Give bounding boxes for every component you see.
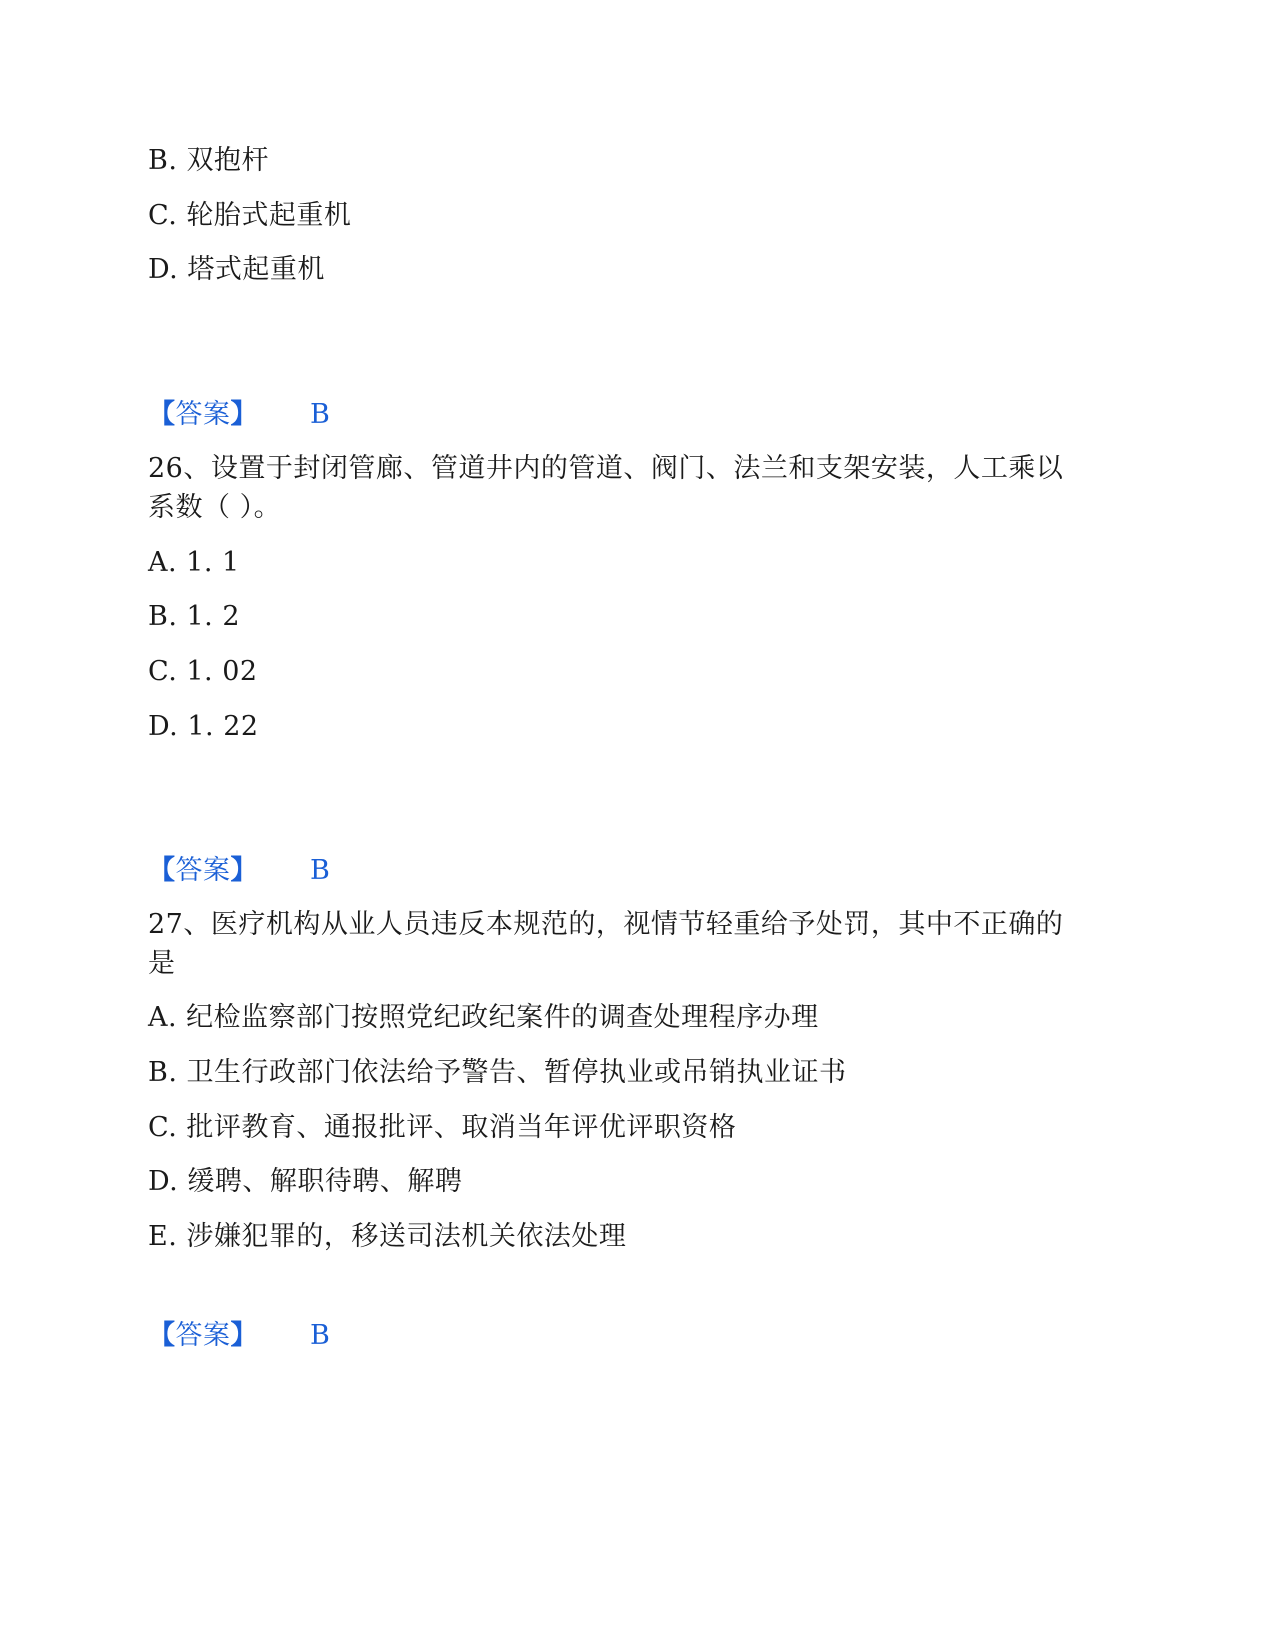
q26-option-b: B. 1. 2: [148, 601, 241, 632]
answer-label: 答案: [175, 855, 231, 886]
answer-open-bracket: 【: [148, 399, 176, 430]
q27-option-a: A. 纪检监察部门按照党纪政纪案件的调查处理程序办理: [148, 1002, 819, 1033]
q26-option-c: C. 1. 02: [148, 656, 258, 687]
q27-option-b: B. 卫生行政部门依法给予警告、暂停执业或吊销执业证书: [148, 1057, 847, 1088]
q27-answer: [148, 1318, 330, 1354]
answer-value: B: [310, 1320, 331, 1351]
answer-open-bracket: 【: [148, 855, 176, 886]
q27-option-e: E. 涉嫌犯罪的，移送司法机关依法处理: [148, 1221, 627, 1252]
answer-value: B: [310, 855, 331, 886]
answer-close-bracket: 】: [230, 1320, 258, 1351]
q27-option-d: D. 缓聘、解职待聘、解聘: [148, 1166, 463, 1197]
q27-stem-line2: 是: [148, 948, 176, 979]
answer-close-bracket: 】: [230, 855, 258, 886]
q27-option-c: C. 批评教育、通报批评、取消当年评优评职资格: [148, 1112, 737, 1143]
answer-open-bracket: 【: [148, 1320, 176, 1351]
answer-value: B: [310, 399, 331, 430]
q26-option-d: D. 1. 22: [148, 711, 259, 742]
prev-answer: [148, 397, 330, 433]
q26-option-a: A. 1. 1: [148, 547, 240, 578]
prev-option-b: B. 双抱杆: [148, 145, 270, 176]
prev-option-d: D. 塔式起重机: [148, 254, 325, 285]
answer-label: 答案: [175, 1320, 231, 1351]
answer-close-bracket: 】: [230, 399, 258, 430]
q26-answer: [148, 853, 330, 889]
q26-stem-line2: 系数（ ）。: [148, 492, 282, 523]
prev-option-c: C. 轮胎式起重机: [148, 200, 352, 231]
answer-label: 答案: [175, 399, 231, 430]
q26-stem-line1: 26、设置于封闭管廊、管道井内的管道、阀门、法兰和支架安装，人工乘以: [148, 453, 1064, 484]
q27-stem-line1: 27、医疗机构从业人员违反本规范的，视情节轻重给予处罚，其中不正确的: [148, 909, 1064, 940]
